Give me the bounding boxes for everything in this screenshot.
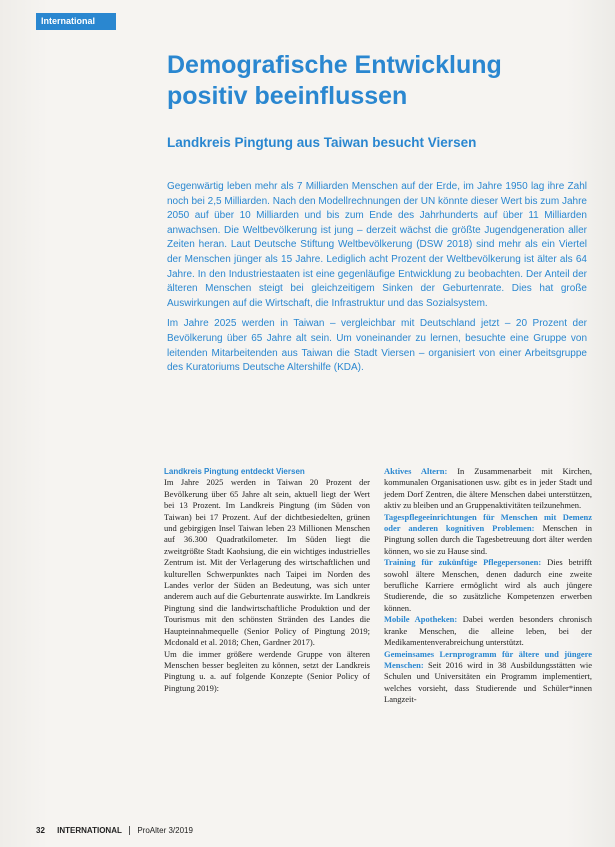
body-column-right: [384, 466, 592, 706]
concept-item: [384, 557, 592, 614]
lead-paragraph: Im Jahre 2025 werden in Taiwan – vergleichbar mit Deutschland jetzt – 20 Prozent der Bevölkerung über 65 Jahre alt sein. Um voneinander zu lernen, besuchte eine Gruppe von leitenden Mitarbeitenden aus Taiwan die Stadt Viersen – organisiert von einer Arbeitsgruppe des Kuratoriums Deutsche Altershilfe (KDA).: [167, 318, 587, 374]
lead-paragraph: Gegenwärtig leben mehr als 7 Milliarden Menschen auf der Erde, im Jahre 1950 lag ihre Zahl noch bei 2,5 Milliarden. Nach den Modellrechnungen der UN könnte dieser Wert bis zum Jahre 2050 auf über 10 Milliarden und bis zum Ende des Jahrhunderts auf über 11 Milliarden anwachsen. Die Weltbevölkerung ist jung – derzeit wächst die größte Jugendgeneration aller Zeiten heran. Laut Deutsche Stiftung Weltbevölkerung (DSW 2018) sind mehr als ein Viertel der Menschen jünger als 15 Jahre. Lediglich acht Prozent der Weltbevölkerung ist älter als 64 Jahre. In den Industriestaaten ist eine gegenläufige Entwicklung zu beobachten. Der Anteil der älteren Menschen steigt bei gleichzeitigem Sinken der Geburtenrate. Dies hat große Auswirkungen auf die Wirtschaft, die Infrastruktur und das Sozialsystem.: [167, 181, 587, 309]
concept-heading: Aktives Altern:: [384, 466, 448, 476]
section-heading: Landkreis Pingtung entdeckt Viersen: [164, 467, 305, 476]
concept-text: Dabei werden besonders chronisch kranke Menschen, die alleine leben, bei der Medikamentenverabreichung unterstützt.: [384, 614, 592, 648]
lead-text: [167, 180, 587, 382]
article-subtitle: Landkreis Pingtung aus Taiwan besucht Viersen: [167, 135, 477, 150]
footer-divider: [129, 826, 130, 835]
section-tag: International: [36, 13, 116, 30]
concept-heading: Tagespflegeeinrichtungen für Menschen mit Demenz oder anderen kognitiven Problemen:: [384, 511, 592, 534]
page-footer: [36, 826, 596, 840]
concept-text: Menschen in Pingtung sollen durch die Tagesbetreuung dort älter werden können, wo sie zu Hause sind.: [384, 523, 593, 556]
footer-section: INTERNATIONAL: [57, 826, 122, 835]
title-line-2: positiv beeinflussen: [167, 82, 408, 110]
footer-issue: ProAlter 3/2019: [137, 826, 193, 835]
body-paragraph: Im Jahre 2025 werden in Taiwan 20 Prozent der Bevölkerung über 65 Jahre alt sein, aktuell liegt der Wert bei 13 Prozent. Im Landkreis Pingtung (im Süden von Taiwan) bei 17 Prozent. Auf der dichtbesiedelten, grünen und gebirgigen Insel Taiwan leben 23 Millionen Menschen auf 36.300 Quadratkilometer. Im Süden liegt die zweitgrößte Stadt Kaohsiung, die ein wichtiges industrielles Zentrum ist. Mit der Verlagerung des wirtschaftlichen und kulturellen Schwerpunktes nach Taipei im Norden des Landes verlor der Süden an Bedeutung, was sich unter anderem auch auf die Geburtenrate auswirkte. Im Landkreis Pingtung sind die landwirtschaftliche Produktion und der Tourismus mit den schönsten Stränden des Landes die Haupteinnahmequelle (Senior Policy of Pingtung 2019; Mcdonald et al. 2018; Chen, Gardner 2017).: [164, 477, 370, 648]
concept-heading: Training für zukünftige Pflegepersonen:: [384, 557, 542, 568]
concept-text: In Zusammenarbeit mit Kirchen, kommunalen Organisationen usw. gibt es in jeder Stadt und jedem Dorf Zentren, die ältere Menschen dabei unterstützen, aktiv zu bleiben und an Gruppenaktivitäten teilzunehmen.: [384, 466, 592, 511]
concept-text: Seit 2016 wird in 38 Ausbildungsstätten wie Schulen und Universitäten ein Programm implementiert, welches vorsieht, dass Studierende und Schüler*innen Langzeit-: [384, 659, 592, 705]
concept-item: [384, 649, 592, 706]
title-line-1: Demografische Entwicklung: [167, 51, 502, 79]
concept-item: [384, 512, 592, 558]
body-column-left: [164, 466, 370, 694]
concept-heading: Mobile Apotheken:: [384, 614, 458, 625]
concept-text: Dies betrifft sowohl ältere Menschen, denen dadurch eine zweite berufliche Karriere ermöglicht wird als auch jüngere Studierende, die so zusätzliche Kompetenzen erwerben können.: [384, 557, 592, 613]
body-paragraph: Um die immer größere werdende Gruppe von älteren Menschen besser begleiten zu können, setzt der Landkreis Pingtung u. a. auf folgende Konzepte (Senior Policy of Pingtung 2019):: [164, 648, 370, 693]
concept-item: [384, 614, 592, 648]
concept-heading: Gemeinsames Lernprogramm für ältere und jüngere Menschen:: [384, 648, 592, 670]
concept-item: [384, 466, 592, 512]
page-number: 32: [36, 826, 45, 835]
article-title: [167, 50, 587, 112]
